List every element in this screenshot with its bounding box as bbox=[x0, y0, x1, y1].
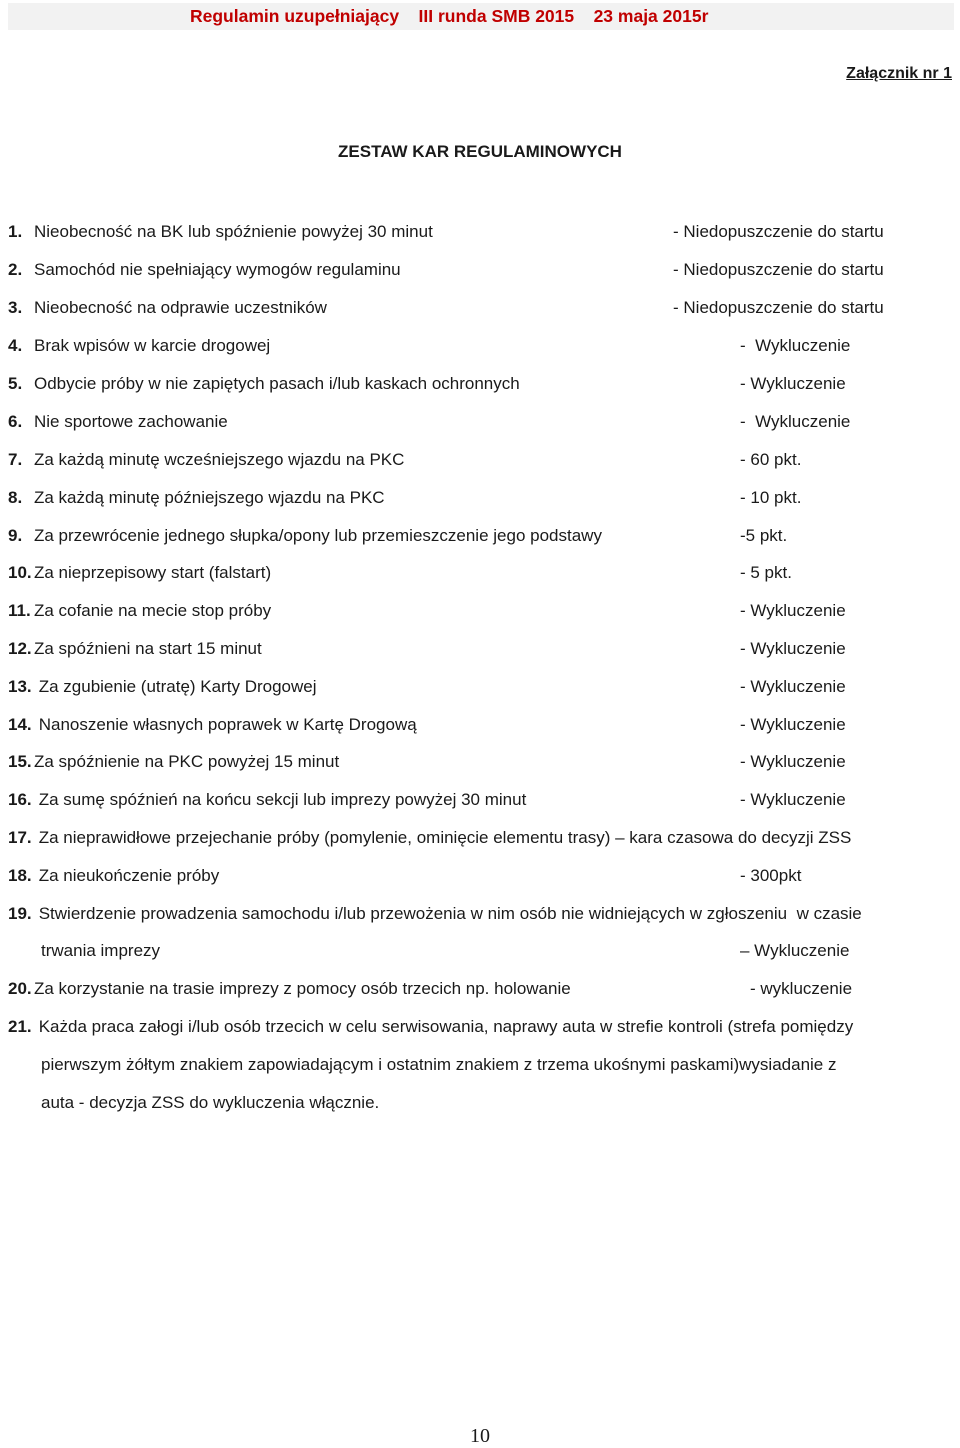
item-number: 14. bbox=[8, 715, 32, 734]
item-number: 13. bbox=[8, 677, 32, 696]
list-item bbox=[8, 715, 417, 735]
item-number: 17. bbox=[8, 828, 32, 847]
list-item bbox=[8, 222, 433, 242]
item-penalty: - Wykluczenie bbox=[740, 752, 846, 771]
item-penalty: - 5 pkt. bbox=[740, 563, 792, 582]
annex-label: Załącznik nr 1 bbox=[846, 65, 952, 82]
item-number: 19. bbox=[8, 904, 32, 923]
item-penalty: - Wykluczenie bbox=[740, 715, 846, 734]
list-item bbox=[8, 563, 271, 583]
item-penalty: - Wykluczenie bbox=[740, 639, 846, 658]
item-text: Za nieprzepisowy start (falstart) bbox=[34, 563, 272, 582]
item-number: 9. bbox=[8, 526, 23, 545]
item-number: 2. bbox=[8, 260, 23, 279]
list-item bbox=[8, 450, 404, 470]
item-number: 8. bbox=[8, 488, 23, 507]
list-item bbox=[8, 639, 262, 659]
item-text: Nie sportowe zachowanie bbox=[34, 412, 228, 431]
list-item bbox=[8, 828, 851, 848]
item-number: 10. bbox=[8, 563, 32, 582]
item-penalty: - Wykluczenie bbox=[740, 677, 846, 696]
item-text: Za każdą minutę późniejszego wjazdu na PKC bbox=[34, 488, 385, 507]
item-penalty: - Niedopuszczenie do startu bbox=[673, 260, 884, 279]
item-penalty: - Wykluczenie bbox=[740, 336, 851, 355]
item-text: Samochód nie spełniający wymogów regulaminu bbox=[34, 260, 401, 279]
item-19-continuation: trwania imprezy bbox=[41, 941, 161, 960]
list-item bbox=[8, 412, 228, 432]
item-number: 4. bbox=[8, 336, 23, 355]
item-penalty: - 300pkt bbox=[740, 866, 802, 885]
list-item bbox=[8, 336, 270, 356]
item-text: Za nieprawidłowe przejechanie próby (pomylenie, ominięcie elementu trasy) – kara czasowa do decyzji ZSS bbox=[34, 828, 852, 847]
item-number: 15. bbox=[8, 752, 32, 771]
item-number: 1. bbox=[8, 222, 23, 241]
item-penalty: - wykluczenie bbox=[750, 979, 853, 998]
section-title: ZESTAW KAR REGULAMINOWYCH bbox=[338, 142, 622, 161]
item-penalty: - Wykluczenie bbox=[740, 374, 846, 393]
item-penalty: - Niedopuszczenie do startu bbox=[673, 298, 884, 317]
item-19-penalty: – Wykluczenie bbox=[740, 941, 850, 960]
item-text: Za spóźnienie na PKC powyżej 15 minut bbox=[34, 752, 340, 771]
item-penalty: - Niedopuszczenie do startu bbox=[673, 222, 884, 241]
item-number: 16. bbox=[8, 790, 32, 809]
item-text: Za przewrócenie jednego słupka/opony lub przemieszczenie jego podstawy bbox=[34, 526, 602, 545]
item-penalty: -5 pkt. bbox=[740, 526, 788, 545]
item-text: Za każdą minutę wcześniejszego wjazdu na PKC bbox=[34, 450, 405, 469]
item-number: 11. bbox=[8, 601, 31, 620]
list-item bbox=[8, 904, 862, 924]
item-penalty: - Wykluczenie bbox=[740, 601, 846, 620]
item-text: Nanoszenie własnych poprawek w Kartę Drogową bbox=[34, 715, 417, 734]
page-number: 10 bbox=[470, 1425, 490, 1447]
item-penalty: - Wykluczenie bbox=[740, 790, 846, 809]
item-penalty: - 60 pkt. bbox=[740, 450, 802, 469]
item-number: 6. bbox=[8, 412, 23, 431]
list-item bbox=[8, 790, 526, 810]
list-item bbox=[8, 488, 385, 508]
item-text: Odbycie próby w nie zapiętych pasach i/lub kaskach ochronnych bbox=[34, 374, 520, 393]
item-21-continuation-1: pierwszym żółtym znakiem zapowiadającym i ostatnim znakiem z trzema ukośnymi paskami)wysiadanie z bbox=[41, 1055, 837, 1074]
item-text: Za spóźnieni na start 15 minut bbox=[34, 639, 262, 658]
item-number: 20. bbox=[8, 979, 32, 998]
list-item bbox=[8, 677, 317, 697]
item-text: Za korzystanie na trasie imprezy z pomocy osób trzecich np. holowanie bbox=[34, 979, 571, 998]
list-item bbox=[8, 298, 327, 318]
item-text: Brak wpisów w karcie drogowej bbox=[34, 336, 271, 355]
list-item bbox=[8, 979, 571, 999]
item-text: Za nieukończenie próby bbox=[34, 866, 220, 885]
item-text: Za sumę spóźnień na końcu sekcji lub imprezy powyżej 30 minut bbox=[34, 790, 527, 809]
item-text: Nieobecność na BK lub spóźnienie powyżej 30 minut bbox=[34, 222, 433, 241]
list-item bbox=[8, 601, 271, 621]
item-number: 7. bbox=[8, 450, 23, 469]
list-item bbox=[8, 866, 219, 886]
item-text: Za cofanie na mecie stop próby bbox=[34, 601, 272, 620]
item-number: 18. bbox=[8, 866, 32, 885]
item-number: 3. bbox=[8, 298, 23, 317]
list-item bbox=[8, 1017, 853, 1037]
item-penalty: - Wykluczenie bbox=[740, 412, 851, 431]
list-item bbox=[8, 526, 602, 546]
item-text: Każda praca załogi i/lub osób trzecich w celu serwisowania, naprawy auta w strefie kontroli (strefa pomiędzy bbox=[34, 1017, 854, 1036]
list-item bbox=[8, 260, 401, 280]
item-text: Za zgubienie (utratę) Karty Drogowej bbox=[34, 677, 317, 696]
page-title: Regulamin uzupełniający III runda SMB 2015 23 maja 2015r bbox=[190, 6, 709, 26]
item-penalty: - 10 pkt. bbox=[740, 488, 802, 507]
list-item bbox=[8, 752, 339, 772]
item-number: 21. bbox=[8, 1017, 32, 1036]
list-item bbox=[8, 374, 520, 394]
item-number: 12. bbox=[8, 639, 32, 658]
item-text: Nieobecność na odprawie uczestników bbox=[34, 298, 327, 317]
item-number: 5. bbox=[8, 374, 23, 393]
item-text: Stwierdzenie prowadzenia samochodu i/lub przewożenia w nim osób nie widniejących w zgłoszeniu w czasie bbox=[34, 904, 862, 923]
item-21-continuation-2: auta - decyzja ZSS do wykluczenia włącznie. bbox=[41, 1093, 380, 1112]
